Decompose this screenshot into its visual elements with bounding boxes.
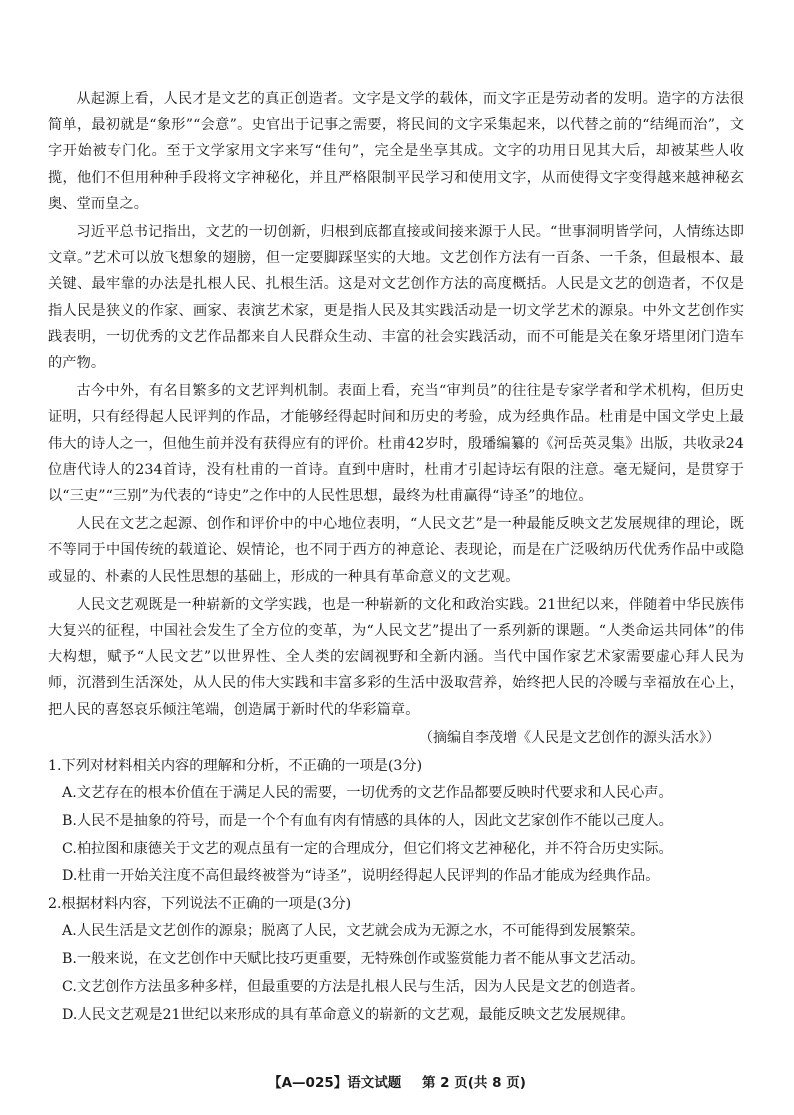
exam-code: 【A—025】语文试题	[268, 1075, 402, 1091]
page-footer	[0, 1071, 794, 1091]
question-2	[48, 891, 744, 1029]
passage-source: （摘编自李茂增《人民是文艺创作的源头活水》）	[419, 729, 720, 746]
passage-paragraph-2: 习近平总书记指出，文艺的一切创新，归根到底都直接或间接来源于人民。“世事洞明皆学问，人情练达即文章。”艺术可以放飞想象的翅膀，但一定要脚踩坚实的大地。文艺创作方法有一百条、一千条，但最根本、最关键、最牢靠的办法是扎根人民、扎根生活。这是对文艺创作方法的高度概括。人民是文艺的创造者，不仅是指人民是狭义的作家、画家、表演艺术家，更是指人民及其实践活动是一切文学艺术的源泉。中外文艺创作实践表明，一切优秀的文艺作品都来自人民群众生动、丰富的社会实践活动，而不可能是关在象牙塔里闭门造车的产物。	[48, 224, 744, 372]
question-2-option-c[interactable]: C.文艺创作方法虽多种多样，但最重要的方法是扎根人民与生活，因为人民是文艺的创造者。	[62, 979, 645, 996]
question-1-option-d[interactable]: D.杜甫一开始关注度不高但最终被誉为“诗圣”，说明经得起人民评判的作品才能成为经典作品。	[62, 868, 660, 885]
passage-paragraph-5: 人民文艺观既是一种崭新的文学实践，也是一种崭新的文化和政治实践。21世纪以来，伴随着中华民族伟大复兴的征程，中国社会发生了全方位的变革，为“人民文艺”提出了一系列新的课题。“人类命运共同体”的伟大构想，赋予“人民文艺”以世界性、全人类的宏阔视野和全新内涵。当代中国作家艺术家需要虚心拜人民为师，沉潜到生活深处，从人民的伟大实践和丰富多彩的生活中汲取营养，始终把人民的冷暖与幸福放在心上，把人民的喜怒哀乐倾注笔端，创造属于新时代的华彩篇章。	[48, 596, 744, 718]
passage-paragraph-3: 古今中外，有名目繁多的文艺评判机制。表面上看，充当“审判员”的往往是专家学者和学术机构，但历史证明，只有经得起人民评判的作品，才能够经得起时间和历史的考验，成为经典作品。杜甫是中国文学史上最伟大的诗人之一，但他生前并没有获得应有的评价。杜甫42岁时，殷璠编纂的《河岳英灵集》出版，共收录24位唐代诗人的234首诗，没有杜甫的一首诗。直到中唐时，杜甫才引起诗坛有限的注意。毫无疑问，是贯穿于以“三吏”“三别”为代表的“诗史”之作中的人民性思想，最终为杜甫赢得“诗圣”的地位。	[48, 383, 744, 505]
question-1-stem: 1.下列对材料相关内容的理解和分析，不正确的一项是(3分)	[48, 757, 423, 774]
question-2-stem: 2.根据材料内容，下列说法不正确的一项是(3分)	[48, 896, 352, 913]
passage-paragraph-1: 从起源上看，人民才是文艺的真正创造者。文字是文学的载体，而文字正是劳动者的发明。造字的方法很简单，最初就是“象形”“会意”。史官出于记事之需要，将民间的文字采集起来，以代替之前的“结绳而治”，文字开始被专门化。至于文学家用文字来写“佳句”，完全是坐享其成。文字的功用日见其大后，却被某些人收揽，他们不但用种种手段将文字神秘化，并且严格限制平民学习和使用文字，从而使得文字变得越来越神秘玄奥、堂而皇之。	[48, 91, 744, 212]
page-number: 第 2 页(共 8 页)	[421, 1075, 526, 1091]
reading-passage	[48, 86, 744, 751]
question-1-option-c[interactable]: C.柏拉图和康德关于文艺的观点虽有一定的合理成分，但它们将文艺神秘化，并不符合历史实际。	[62, 840, 673, 857]
question-2-option-b[interactable]: B.一般来说，在文艺创作中天赋比技巧更重要，无特殊创作或鉴赏能力者不能从事文艺活动。	[62, 951, 645, 968]
passage-paragraph-4: 人民在文艺之起源、创作和评价中的中心地位表明，“人民文艺”是一种最能反映文艺发展规律的理论，既不等同于中国传统的载道论、娱情论，也不同于西方的神意论、表现论，而是在广泛吸纳历代优秀作品中或隐或显的、朴素的人民性思想的基础上，形成的一种具有革命意义的文艺观。	[48, 516, 744, 585]
question-1-option-a[interactable]: A.文艺存在的根本价值在于满足人民的需要，一切优秀的文艺作品都要反映时代要求和人民心声。	[62, 785, 673, 802]
question-2-option-a[interactable]: A.人民生活是文艺创作的源泉；脱离了人民，文艺就会成为无源之水，不可能得到发展繁荣。	[62, 923, 645, 940]
question-2-option-d[interactable]: D.人民文艺观是21世纪以来形成的具有革命意义的崭新的文艺观，最能反映文艺发展规律。	[62, 1006, 635, 1023]
question-1	[48, 753, 744, 891]
question-1-option-b[interactable]: B.人民不是抽象的符号，而是一个个有血有肉有情感的具体的人，因此文艺家创作不能以己度人。	[62, 812, 673, 829]
